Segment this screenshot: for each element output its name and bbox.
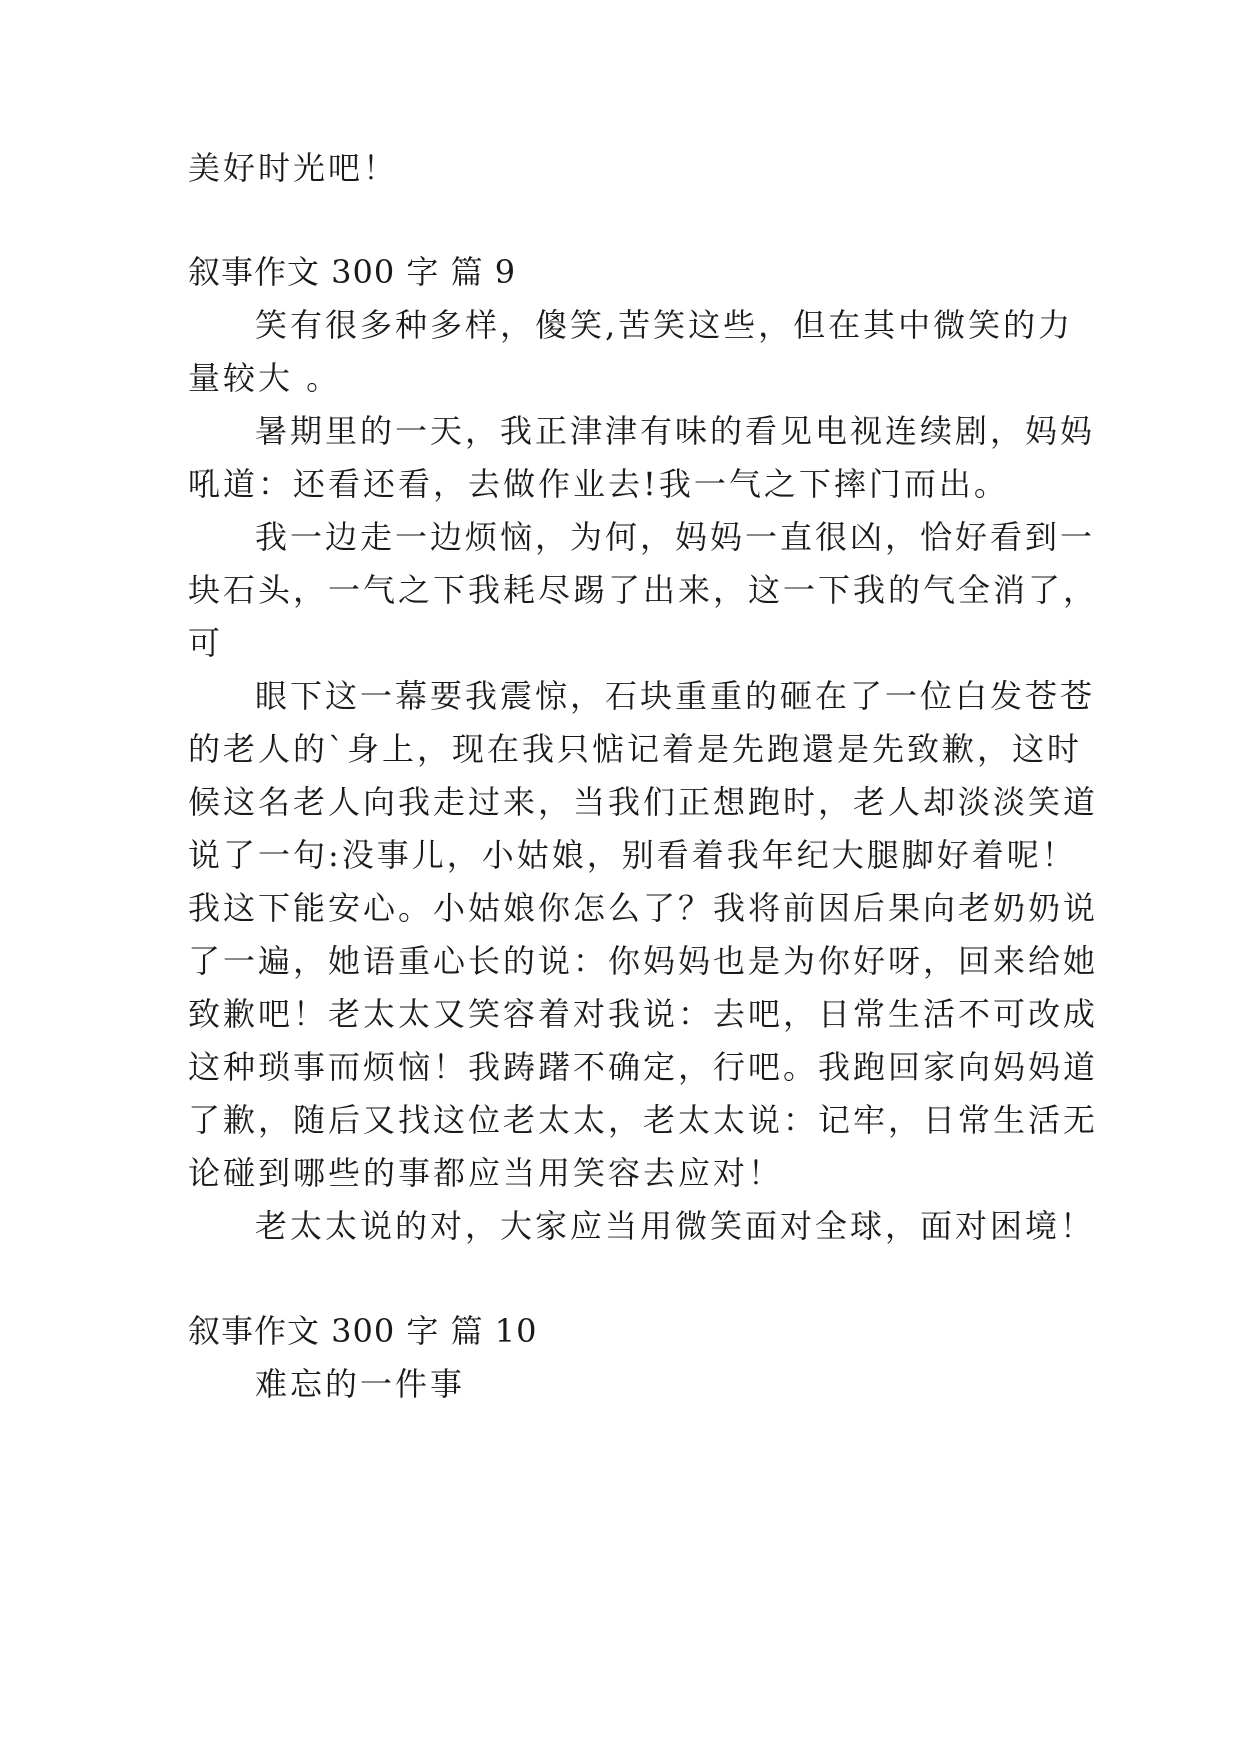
section-10-heading: 叙事作文 300 字 篇 10 bbox=[188, 1312, 538, 1350]
intro-tail-line: 美好时光吧！ bbox=[188, 149, 399, 187]
paragraph-line: 这种琐事而烦恼！我踌躇不确定，行吧。我跑回家向妈妈道 bbox=[188, 1048, 1099, 1086]
paragraph-line: 了歉，随后又找这位老太太，老太太说：记牢，日常生活无 bbox=[188, 1101, 1099, 1139]
paragraph-line: 吼道：还看还看，去做作业去!我一气之下摔门而出。 bbox=[188, 465, 1009, 503]
paragraph-line: 块石头，一气之下我耗尽踢了出来，这一下我的气全消了， bbox=[188, 571, 1099, 609]
paragraph-line: 我一边走一边烦恼，为何，妈妈一直很凶，恰好看到一 bbox=[255, 518, 1096, 556]
paragraph-line: 致歉吧！老太太又笑容着对我说：去吧，日常生活不可改成 bbox=[188, 995, 1099, 1033]
paragraph-line: 的老人的`身上，现在我只惦记着是先跑還是先致歉，这时 bbox=[188, 730, 1083, 768]
paragraph-line: 笑有很多种多样，傻笑,苦笑这些，但在其中微笑的力 bbox=[255, 306, 1074, 344]
paragraph-line: 量较大 。 bbox=[188, 359, 342, 397]
paragraph-line: 我这下能安心。小姑娘你怎么了？我将前因后果向老奶奶说 bbox=[188, 889, 1099, 927]
paragraph-line: 可 bbox=[188, 624, 224, 662]
section-9-heading: 叙事作文 300 字 篇 9 bbox=[188, 253, 517, 291]
paragraph-line: 难忘的一件事 bbox=[255, 1365, 466, 1403]
paragraph-line: 老太太说的对，大家应当用微笑面对全球，面对困境！ bbox=[255, 1207, 1096, 1245]
paragraph-line: 论碰到哪些的事都应当用笑容去应对！ bbox=[188, 1154, 784, 1192]
paragraph-line: 说了一句:没事儿，小姑娘，别看着我年纪大腿脚好着呢！ bbox=[188, 836, 1077, 874]
paragraph-line: 候这名老人向我走过来，当我们正想跑时，老人却淡淡笑道 bbox=[188, 783, 1099, 821]
paragraph-line: 了一遍，她语重心长的说：你妈妈也是为你好呀，回来给她 bbox=[188, 942, 1099, 980]
paragraph-line: 暑期里的一天，我正津津有味的看见电视连续剧，妈妈 bbox=[255, 412, 1096, 450]
paragraph-line: 眼下这一幕要我震惊，石块重重的砸在了一位白发苍苍 bbox=[255, 677, 1096, 715]
